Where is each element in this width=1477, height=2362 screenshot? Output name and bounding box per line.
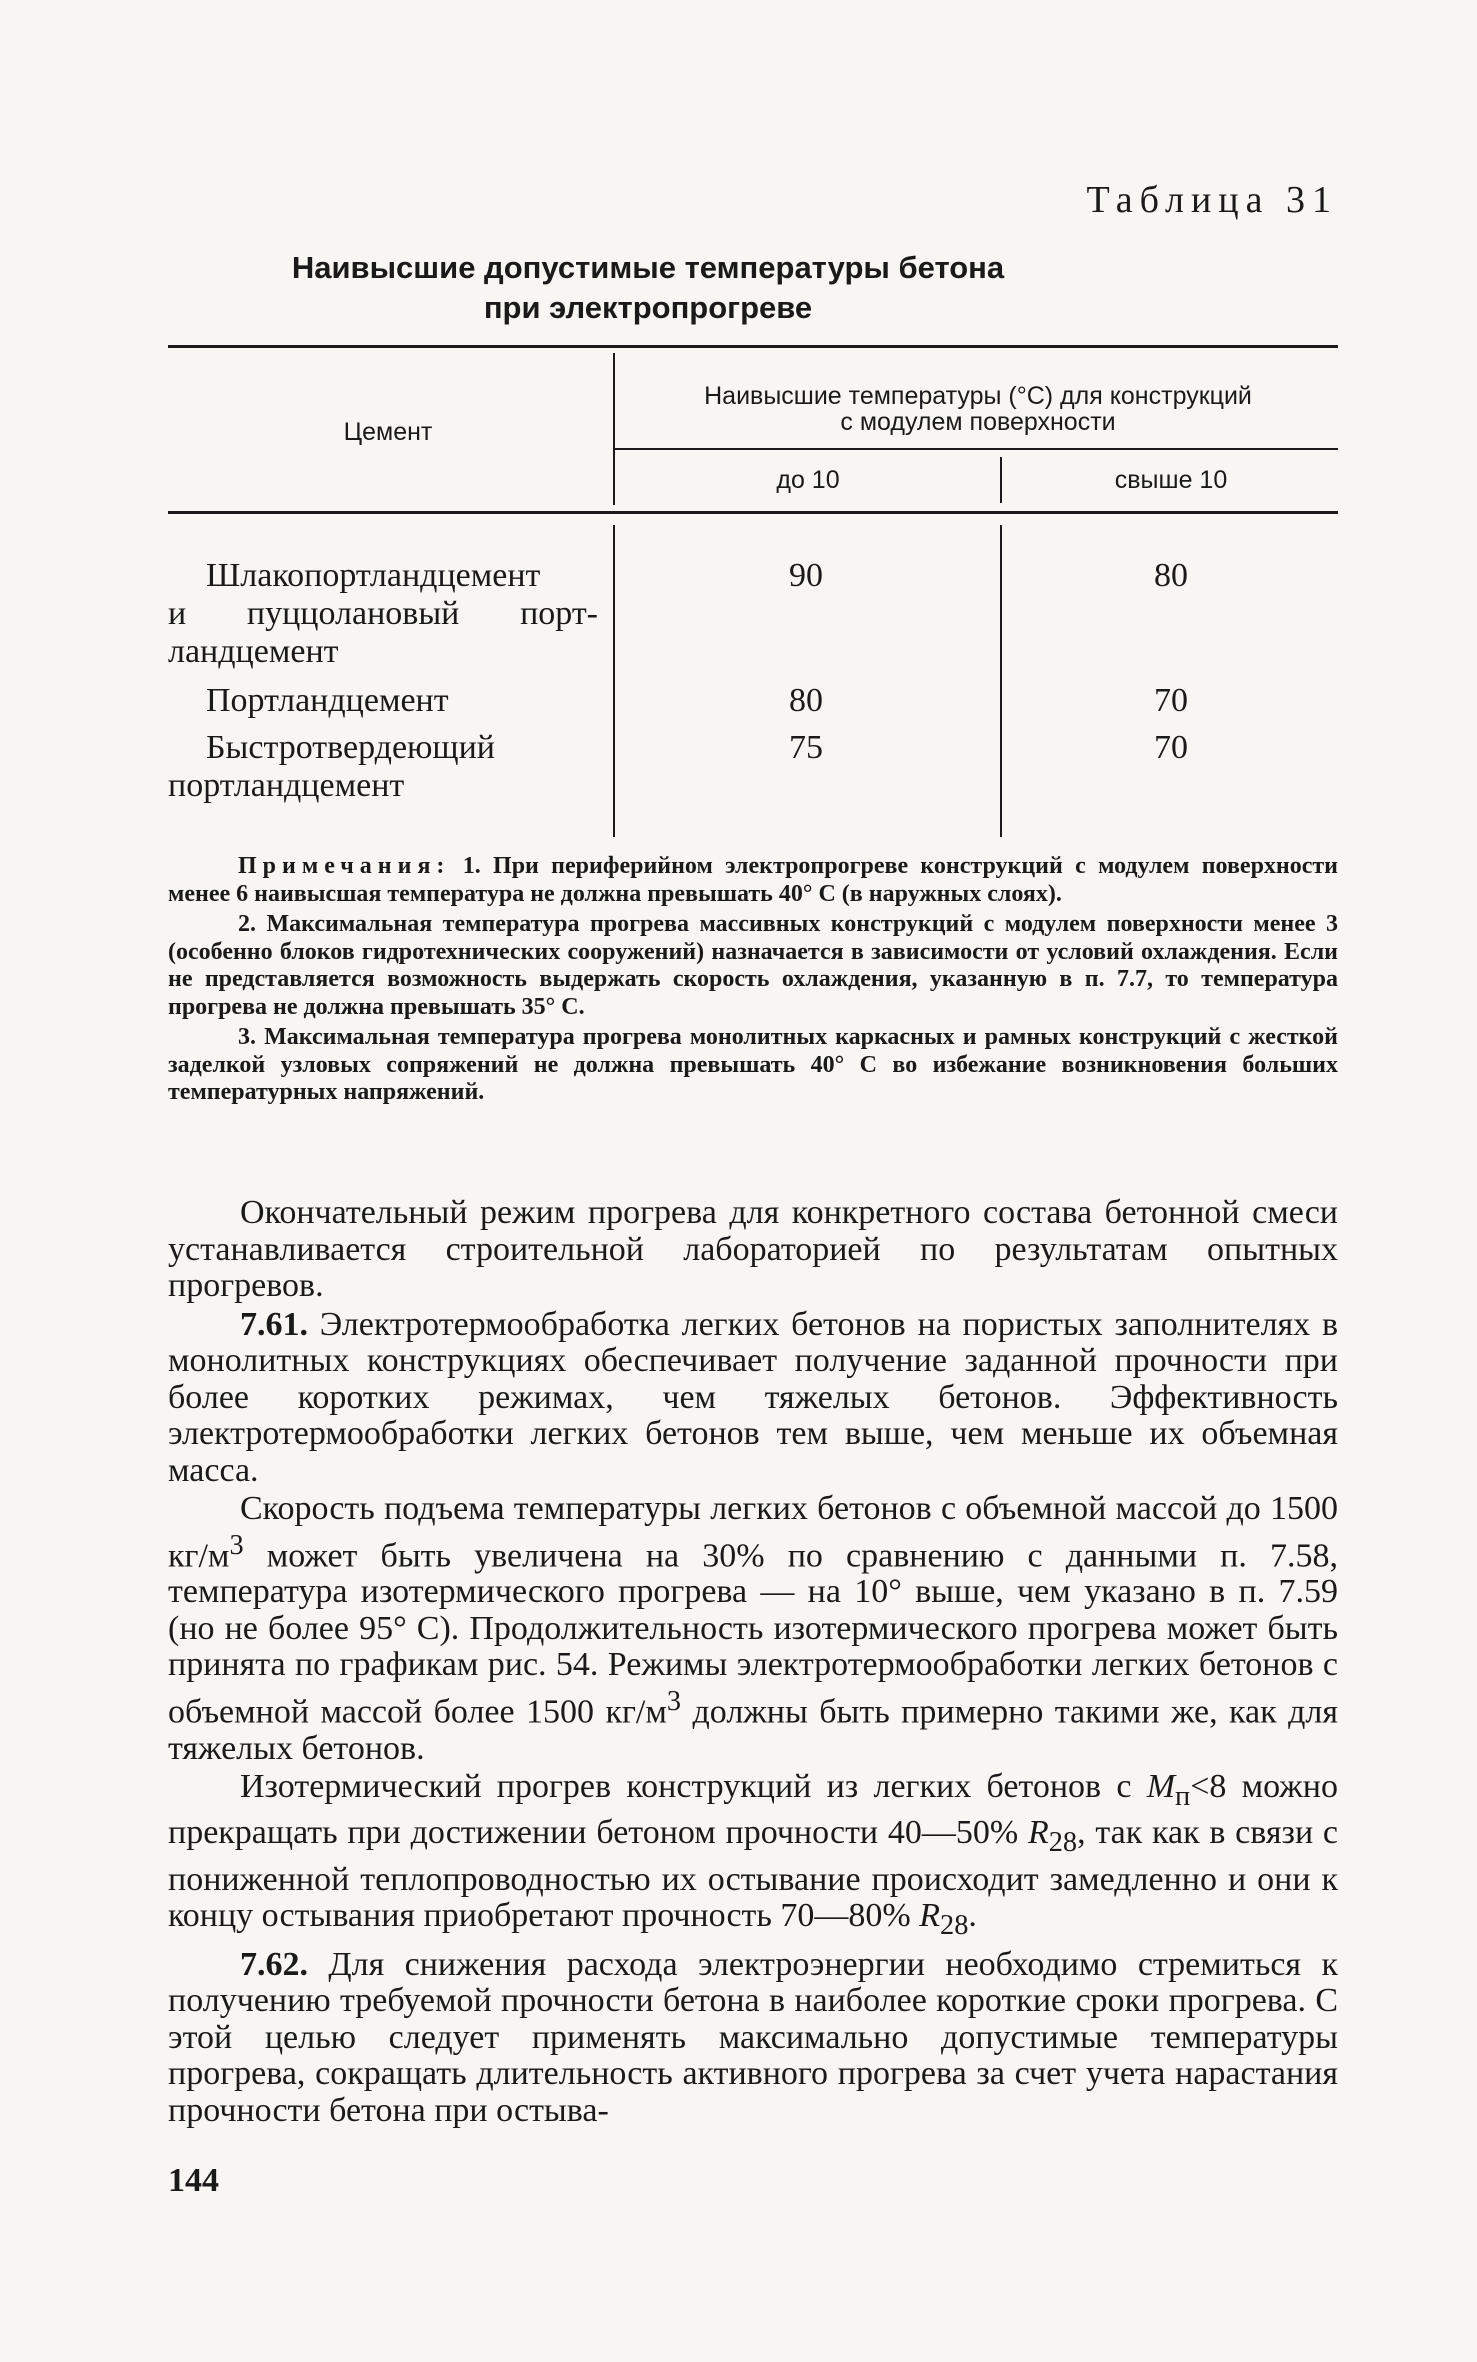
value-rapid-over10: 70 (1154, 729, 1188, 766)
paragraph-3 (168, 1491, 1338, 1767)
row-name-line: Быстротвердеющий (206, 729, 495, 766)
section-number: 7.62. (240, 1945, 308, 1983)
subscript: п (1175, 1780, 1191, 1812)
row-name-line: портландцемент (168, 767, 405, 804)
paragraph-7-62 (168, 1947, 1338, 2130)
row-name-line: Шлакопортландцемент (206, 557, 541, 594)
table-number: Таблица 31 (1086, 179, 1338, 221)
note-2: 2. Максимальная температура прогрева массивных конструкций с модулем поверхности менее 3 (особенно блоков гидротехнических сооружений) назначается в зависимости от условий охлаждения. Если не представляется возможность выдержать скорость охлаждения, указанную в п. 7.7, то температура прогрева не должна превышать 35° С. (168, 911, 1338, 1020)
header-over-10: свыше 10 (1114, 466, 1228, 494)
value-slag-over10: 80 (1154, 557, 1188, 594)
paragraph-text: должны быть примерно такими же, как для тяжелых бетонов. (168, 1693, 1338, 1767)
paragraph-text: Электротермообработка легких бетонов на пористых заполнителях в монолитных конструкциях обеспечивает получение заданной прочности при более коротких режимах, чем тяжелых бетонов. Эффективность электротермообработки легких бетонов тем выше, чем меньше их объемная масса. (168, 1305, 1338, 1489)
header-bottom-rule (168, 511, 1338, 514)
paragraph-text: Для снижения расхода электроэнергии необходимо стремиться к получению требуемой прочности бетона в наиболее короткие сроки прогрева. С этой целью следует применять максимально допустимые температуры прогрева, сокращать длительность активного прогрева за счет учета нарастания прочности бетона при остыва- (168, 1945, 1339, 2129)
header-up-to-10: до 10 (776, 466, 840, 494)
subscript: 28 (1048, 1827, 1078, 1859)
header-mid-rule (613, 448, 1338, 450)
paragraph-text: <8 можно прекращать при достижении бетоном прочности 40—50% (168, 1768, 1338, 1852)
superscript: 3 (666, 1685, 682, 1717)
header-group-line-1: Наивысшие температуры (°С) для конструкций (704, 382, 1252, 410)
table-title-line-1: Наивысшие допустимые температуры бетона (291, 250, 1005, 285)
table-title-line-2: при электропрогреве (483, 290, 813, 325)
paragraph-1: Окончательный режим прогрева для конкретного состава бетонной смеси устанавливается строительной лабораторией по результатам опытных прогревов. (168, 1194, 1338, 1304)
paragraph-text: может быть увеличена на 30% по сравнению с данными п. 7.58, температура изотермического прогрева — на 10° выше, чем указано в п. 7.59 (но не более 95° С). Продолжительность изотермического прогрева может быть принята по графикам рис. 54. Режимы электротермообработки легких бетонов с объемной массой более 1500 кг/м (168, 1536, 1338, 1731)
page-number: 144 (168, 2162, 219, 2199)
value-portland-over10: 70 (1154, 682, 1188, 719)
symbol-r: R (919, 1897, 941, 1935)
symbol-m: М (1146, 1768, 1176, 1806)
notes-label: Примечания: (238, 853, 451, 879)
row-name-line: Портландцемент (206, 682, 449, 719)
row-name-rapid-cement (168, 729, 598, 805)
header-group-line-2: с модулем поверхности (840, 408, 1116, 436)
row-name-slag-cement (168, 557, 598, 671)
note-1-text: 1. При периферийном электропрогреве конструкций с модулем поверхности менее 6 наивысшая температура не должна превышать 40° С (в наружных слоях). (168, 853, 1339, 907)
header-divider-1 (613, 353, 615, 505)
temperature-table (168, 345, 1338, 845)
main-text (168, 1195, 1338, 2131)
row-name-line: и пуццолановый порт- (168, 595, 598, 632)
paragraph-text: Изотермический прогрев конструкций из легких бетонов с (240, 1768, 1147, 1806)
note-3: 3. Максимальная температура прогрева монолитных каркасных и рамных конструкций с жесткой заделкой узловых сопряжений не должна превышать 40° С во избежание возникновения больших температурных напряжений. (168, 1024, 1338, 1105)
header-group (618, 383, 1338, 435)
header-cement: Цемент (343, 418, 433, 446)
subscript: 28 (940, 1910, 969, 1942)
paragraph-4 (168, 1769, 1338, 1944)
section-number: 7.61. (240, 1305, 308, 1343)
superscript: 3 (229, 1529, 244, 1561)
note-1 (168, 853, 1338, 908)
paragraph-7-61 (168, 1307, 1338, 1490)
value-portland-upto10: 80 (789, 682, 823, 719)
paragraph-text: . (968, 1897, 977, 1935)
body-divider-2 (1000, 525, 1002, 837)
row-name-line: ландцемент (168, 633, 339, 670)
symbol-r: R (1027, 1814, 1049, 1852)
body-divider-1 (613, 525, 615, 837)
value-slag-upto10: 90 (789, 557, 823, 594)
table-top-rule (168, 345, 1338, 348)
paragraph-text: Скорость подъема температуры легких бетонов с объемной массой до 1500 кг/м (168, 1490, 1338, 1574)
header-divider-2 (1000, 457, 1002, 503)
row-name-portland-cement (168, 682, 598, 720)
table-title (168, 248, 1128, 328)
value-rapid-upto10: 75 (789, 729, 823, 766)
table-notes (168, 853, 1338, 1110)
paragraph-text: , так как в связи с пониженной теплопроводностью их остывание происходит замедленно и они к концу остывания приобретают прочность 70—80% (168, 1814, 1338, 1935)
